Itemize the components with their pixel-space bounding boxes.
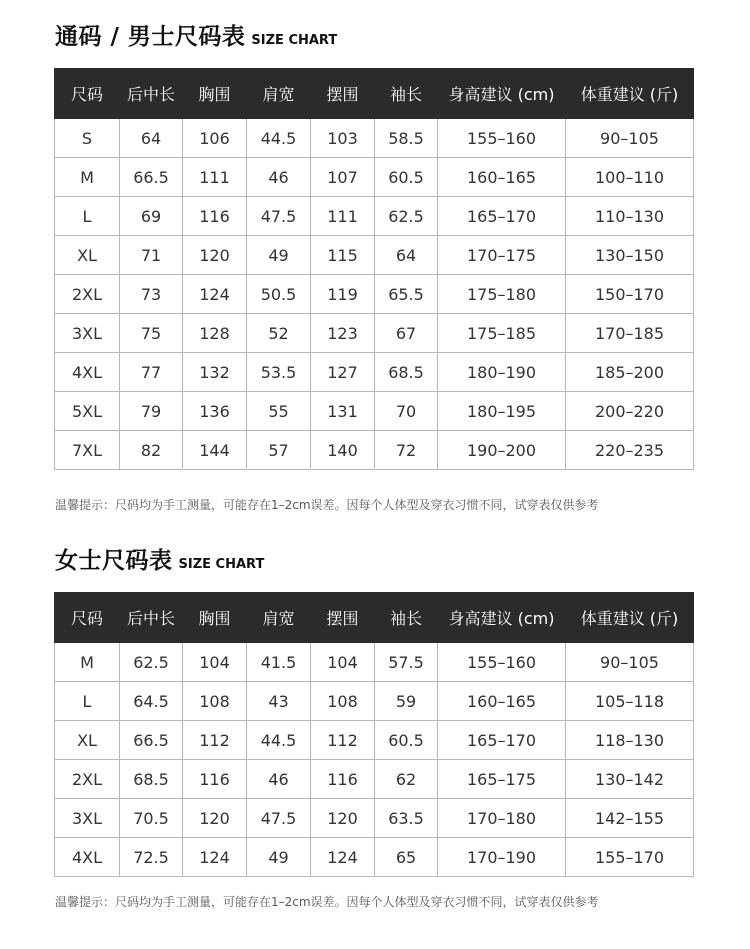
table-cell: 72.5	[120, 838, 183, 877]
table-row	[55, 838, 694, 877]
table-cell: 120	[183, 236, 247, 275]
table-cell: 67	[375, 314, 438, 353]
table-row	[55, 392, 694, 431]
women-header-cell: 肩宽	[247, 593, 311, 643]
table-cell: 104	[311, 643, 375, 682]
table-cell: 140	[311, 431, 375, 470]
table-cell: 5XL	[55, 392, 120, 431]
table-cell: 60.5	[375, 158, 438, 197]
men-header-cell: 肩宽	[247, 69, 311, 119]
table-cell: 63.5	[375, 799, 438, 838]
table-cell: 82	[120, 431, 183, 470]
women-title	[55, 542, 750, 582]
table-row	[55, 682, 694, 721]
table-cell: 220–235	[566, 431, 694, 470]
table-cell: 170–190	[438, 838, 566, 877]
table-cell: 130–142	[566, 760, 694, 799]
table-cell: 71	[120, 236, 183, 275]
table-cell: 7XL	[55, 431, 120, 470]
table-cell: 119	[311, 275, 375, 314]
table-cell: 124	[183, 838, 247, 877]
women-note: 温馨提示：尺码均为手工测量，可能存在1–2cm误差。因每个人体型及穿衣习惯不同，试穿表仅供参考	[55, 895, 599, 909]
table-cell: 155–170	[566, 838, 694, 877]
table-cell: 180–195	[438, 392, 566, 431]
men-table-header	[55, 69, 694, 119]
table-cell: 132	[183, 353, 247, 392]
men-header-cell: 胸围	[183, 69, 247, 119]
table-cell: 116	[311, 760, 375, 799]
table-cell: 111	[183, 158, 247, 197]
table-cell: 106	[183, 119, 247, 158]
table-cell: 144	[183, 431, 247, 470]
table-cell: 49	[247, 236, 311, 275]
women-title-en: SIZE CHART	[178, 557, 265, 572]
table-cell: 69	[120, 197, 183, 236]
table-cell: XL	[55, 721, 120, 760]
women-header-cell: 身高建议 (cm)	[438, 593, 566, 643]
men-size-section	[0, 18, 750, 512]
table-cell: 107	[311, 158, 375, 197]
table-cell: 41.5	[247, 643, 311, 682]
table-row	[55, 314, 694, 353]
table-cell: 155–160	[438, 119, 566, 158]
table-cell: 130–150	[566, 236, 694, 275]
table-row	[55, 799, 694, 838]
table-cell: 170–175	[438, 236, 566, 275]
women-title-zh: 女士尺码表	[55, 548, 173, 574]
table-cell: 64.5	[120, 682, 183, 721]
table-cell: 175–180	[438, 275, 566, 314]
table-cell: 115	[311, 236, 375, 275]
table-cell: 2XL	[55, 760, 120, 799]
table-cell: 180–190	[438, 353, 566, 392]
table-cell: 68.5	[375, 353, 438, 392]
table-cell: 47.5	[247, 197, 311, 236]
table-cell: 70.5	[120, 799, 183, 838]
table-row	[55, 236, 694, 275]
table-row	[55, 353, 694, 392]
table-cell: 52	[247, 314, 311, 353]
table-cell: 62.5	[375, 197, 438, 236]
table-cell: 175–185	[438, 314, 566, 353]
table-cell: 46	[247, 760, 311, 799]
women-size-section	[0, 542, 750, 909]
men-title	[55, 18, 750, 58]
men-header-cell: 身高建议 (cm)	[438, 69, 566, 119]
table-cell: 165–170	[438, 197, 566, 236]
table-cell: 55	[247, 392, 311, 431]
women-size-table	[54, 592, 694, 877]
table-cell: 64	[375, 236, 438, 275]
women-header-cell: 胸围	[183, 593, 247, 643]
table-cell: 50.5	[247, 275, 311, 314]
table-cell: 112	[311, 721, 375, 760]
men-header-cell: 尺码	[55, 69, 120, 119]
table-cell: 46	[247, 158, 311, 197]
table-cell: 60.5	[375, 721, 438, 760]
table-cell: 116	[183, 197, 247, 236]
table-cell: S	[55, 119, 120, 158]
women-table-header	[55, 593, 694, 643]
table-cell: 79	[120, 392, 183, 431]
table-cell: 155–160	[438, 643, 566, 682]
table-cell: 108	[183, 682, 247, 721]
table-cell: 4XL	[55, 353, 120, 392]
men-title-zh: 通码 / 男士尺码表	[55, 24, 246, 50]
women-header-cell: 摆围	[311, 593, 375, 643]
table-cell: 3XL	[55, 799, 120, 838]
table-cell: 4XL	[55, 838, 120, 877]
table-cell: 105–118	[566, 682, 694, 721]
men-table-body	[55, 119, 694, 470]
table-cell: 116	[183, 760, 247, 799]
table-cell: 170–180	[438, 799, 566, 838]
table-cell: 103	[311, 119, 375, 158]
table-cell: 70	[375, 392, 438, 431]
table-row	[55, 119, 694, 158]
table-row	[55, 760, 694, 799]
table-cell: 124	[311, 838, 375, 877]
table-cell: 66.5	[120, 721, 183, 760]
women-header-cell: 体重建议 (斤)	[566, 593, 694, 643]
table-cell: 72	[375, 431, 438, 470]
table-cell: 44.5	[247, 119, 311, 158]
table-cell: 57	[247, 431, 311, 470]
table-row	[55, 721, 694, 760]
table-cell: 150–170	[566, 275, 694, 314]
table-cell: 100–110	[566, 158, 694, 197]
table-cell: 127	[311, 353, 375, 392]
table-cell: 2XL	[55, 275, 120, 314]
table-cell: 44.5	[247, 721, 311, 760]
table-cell: L	[55, 682, 120, 721]
men-header-cell: 摆围	[311, 69, 375, 119]
table-cell: 59	[375, 682, 438, 721]
men-title-en: SIZE CHART	[251, 33, 338, 48]
table-cell: 136	[183, 392, 247, 431]
table-cell: 62.5	[120, 643, 183, 682]
table-cell: 142–155	[566, 799, 694, 838]
table-cell: 124	[183, 275, 247, 314]
table-row	[55, 197, 694, 236]
table-cell: 123	[311, 314, 375, 353]
table-cell: 65	[375, 838, 438, 877]
men-note: 温馨提示：尺码均为手工测量，可能存在1–2cm误差。因每个人体型及穿衣习惯不同，试穿表仅供参考	[55, 498, 599, 512]
table-cell: 66.5	[120, 158, 183, 197]
table-cell: 90–105	[566, 119, 694, 158]
table-cell: 64	[120, 119, 183, 158]
table-cell: M	[55, 158, 120, 197]
table-cell: 43	[247, 682, 311, 721]
table-cell: 112	[183, 721, 247, 760]
table-cell: 90–105	[566, 643, 694, 682]
table-cell: 68.5	[120, 760, 183, 799]
table-cell: 160–165	[438, 158, 566, 197]
table-cell: 47.5	[247, 799, 311, 838]
table-cell: 77	[120, 353, 183, 392]
table-cell: 190–200	[438, 431, 566, 470]
table-cell: 58.5	[375, 119, 438, 158]
table-cell: 160–165	[438, 682, 566, 721]
table-cell: 165–175	[438, 760, 566, 799]
table-cell: 131	[311, 392, 375, 431]
table-cell: 108	[311, 682, 375, 721]
women-header-cell: 袖长	[375, 593, 438, 643]
men-header-cell: 后中长	[120, 69, 183, 119]
table-cell: 75	[120, 314, 183, 353]
table-cell: 200–220	[566, 392, 694, 431]
table-row	[55, 158, 694, 197]
table-cell: 3XL	[55, 314, 120, 353]
table-cell: 111	[311, 197, 375, 236]
men-header-cell: 体重建议 (斤)	[566, 69, 694, 119]
women-header-cell: 尺码	[55, 593, 120, 643]
men-header-cell: 袖长	[375, 69, 438, 119]
table-cell: M	[55, 643, 120, 682]
table-cell: 128	[183, 314, 247, 353]
women-header-cell: 后中长	[120, 593, 183, 643]
table-cell: L	[55, 197, 120, 236]
table-cell: 110–130	[566, 197, 694, 236]
table-cell: 49	[247, 838, 311, 877]
table-cell: 104	[183, 643, 247, 682]
table-cell: 120	[311, 799, 375, 838]
women-table-body	[55, 643, 694, 877]
table-cell: XL	[55, 236, 120, 275]
table-row	[55, 275, 694, 314]
table-cell: 62	[375, 760, 438, 799]
table-cell: 118–130	[566, 721, 694, 760]
table-cell: 170–185	[566, 314, 694, 353]
table-cell: 65.5	[375, 275, 438, 314]
table-cell: 185–200	[566, 353, 694, 392]
table-cell: 73	[120, 275, 183, 314]
table-cell: 57.5	[375, 643, 438, 682]
men-size-table	[54, 68, 694, 470]
table-cell: 53.5	[247, 353, 311, 392]
table-cell: 120	[183, 799, 247, 838]
table-row	[55, 431, 694, 470]
table-row	[55, 643, 694, 682]
table-cell: 165–170	[438, 721, 566, 760]
